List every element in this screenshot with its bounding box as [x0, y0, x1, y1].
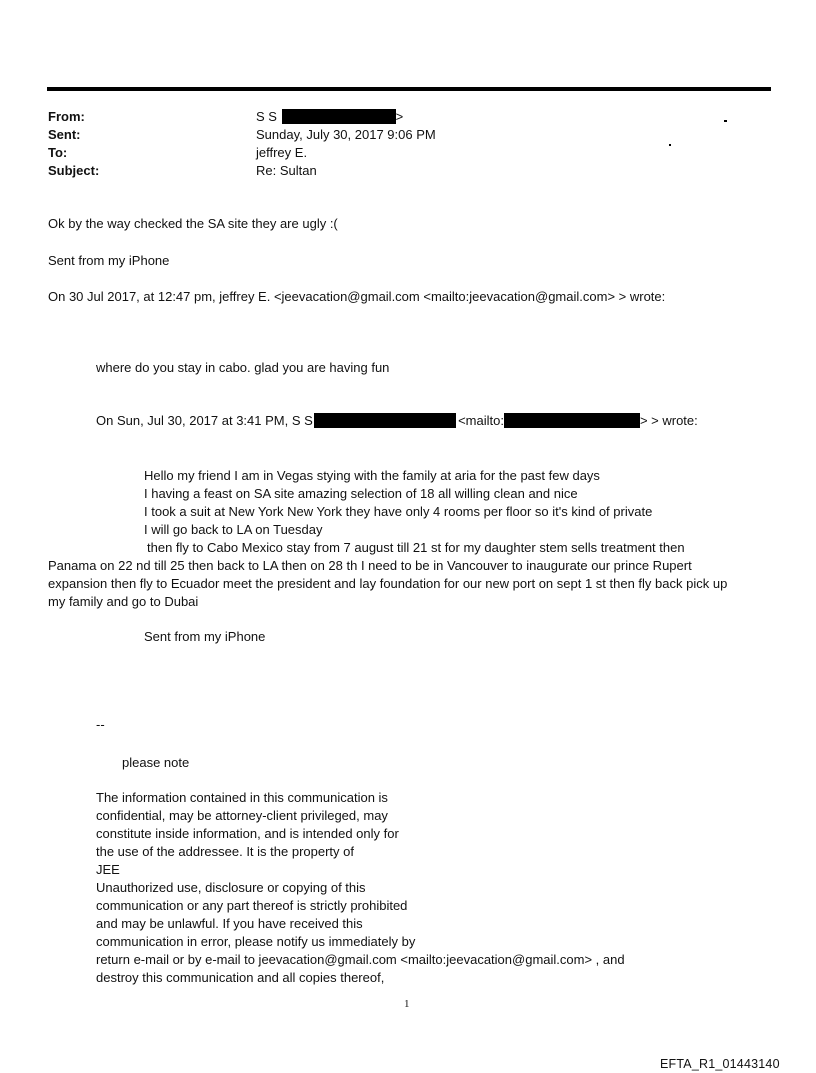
bates-number: EFTA_R1_01443140	[660, 1057, 780, 1071]
disclaimer-line: communication or any part thereof is strictly prohibited	[96, 898, 408, 913]
wrap-line: my family and go to Dubai	[48, 594, 199, 609]
from-name: S S	[256, 109, 277, 124]
message-line: Ok by the way checked the SA site they are ugly :(	[48, 216, 338, 231]
quote-intro: On 30 Jul 2017, at 12:47 pm, jeffrey E. <jeevacation@gmail.com <mailto:jeevacation@gmail.com> > wrote:	[48, 289, 666, 304]
disclaimer-line: constitute inside information, and is intended only for	[96, 826, 399, 841]
disclaimer-line: communication in error, please notify us immediately by	[96, 934, 416, 949]
to-value: jeffrey E.	[256, 145, 308, 160]
from-close-bracket: >	[395, 109, 404, 124]
sent-label: Sent:	[48, 127, 81, 142]
sent-from-iphone: Sent from my iPhone	[48, 253, 170, 268]
to-label: To:	[48, 145, 68, 160]
nested-line: I will go back to LA on Tuesday	[144, 522, 323, 537]
disclaimer-line: Unauthorized use, disclosure or copying of this	[96, 880, 366, 895]
nested-intro-mailto: <mailto:	[458, 413, 504, 428]
redaction-box	[504, 413, 640, 428]
stray-mark	[669, 144, 671, 146]
redaction-box	[314, 413, 456, 428]
reply-line: where do you stay in cabo. glad you are having fun	[96, 360, 390, 375]
from-label: From:	[48, 109, 85, 124]
redaction-box	[282, 109, 396, 124]
from-value	[256, 108, 403, 126]
disclaimer-line: and may be unlawful. If you have received this	[96, 916, 363, 931]
sent-value: Sunday, July 30, 2017 9:06 PM	[256, 127, 436, 142]
nested-line: Hello my friend I am in Vegas stying with the family at aria for the past few days	[144, 468, 600, 483]
sent-from-iphone: Sent from my iPhone	[144, 629, 266, 644]
disclaimer-line: JEE	[96, 862, 120, 877]
stray-mark	[724, 120, 727, 122]
header-rule	[47, 87, 771, 91]
page-number: 1	[404, 998, 410, 1010]
nested-intro-suffix: > > wrote:	[639, 413, 698, 428]
nested-line: then fly to Cabo Mexico stay from 7 august till 21 st for my daughter stem sells treatment then	[147, 540, 685, 555]
subject-label: Subject:	[48, 163, 100, 178]
nested-intro-prefix: On Sun, Jul 30, 2017 at 3:41 PM, S S	[96, 413, 313, 428]
disclaimer-line: return e-mail or by e-mail to jeevacation@gmail.com <mailto:jeevacation@gmail.com> , and	[96, 952, 625, 967]
disclaimer-line: The information contained in this communication is	[96, 790, 388, 805]
disclaimer-line: confidential, may be attorney-client privileged, may	[96, 808, 388, 823]
subject-value: Re: Sultan	[256, 163, 317, 178]
signature-dashes: --	[96, 717, 105, 732]
wrap-line: expansion then fly to Ecuador meet the president and lay foundation for our new port on sept 1 st then fly back pick up	[48, 576, 728, 591]
disclaimer-line: the use of the addressee. It is the property of	[96, 844, 354, 859]
wrap-line: Panama on 22 nd till 25 then back to LA then on 28 th I need to be in Vancouver to inaugurate our prince Rupert	[48, 558, 692, 573]
nested-line: I took a suit at New York New York they have only 4 rooms per floor so it's kind of private	[144, 504, 653, 519]
please-note: please note	[122, 755, 190, 770]
disclaimer-line: destroy this communication and all copies thereof,	[96, 970, 385, 985]
nested-line: I having a feast on SA site amazing selection of 18 all willing clean and nice	[144, 486, 578, 501]
nested-intro	[96, 412, 698, 430]
